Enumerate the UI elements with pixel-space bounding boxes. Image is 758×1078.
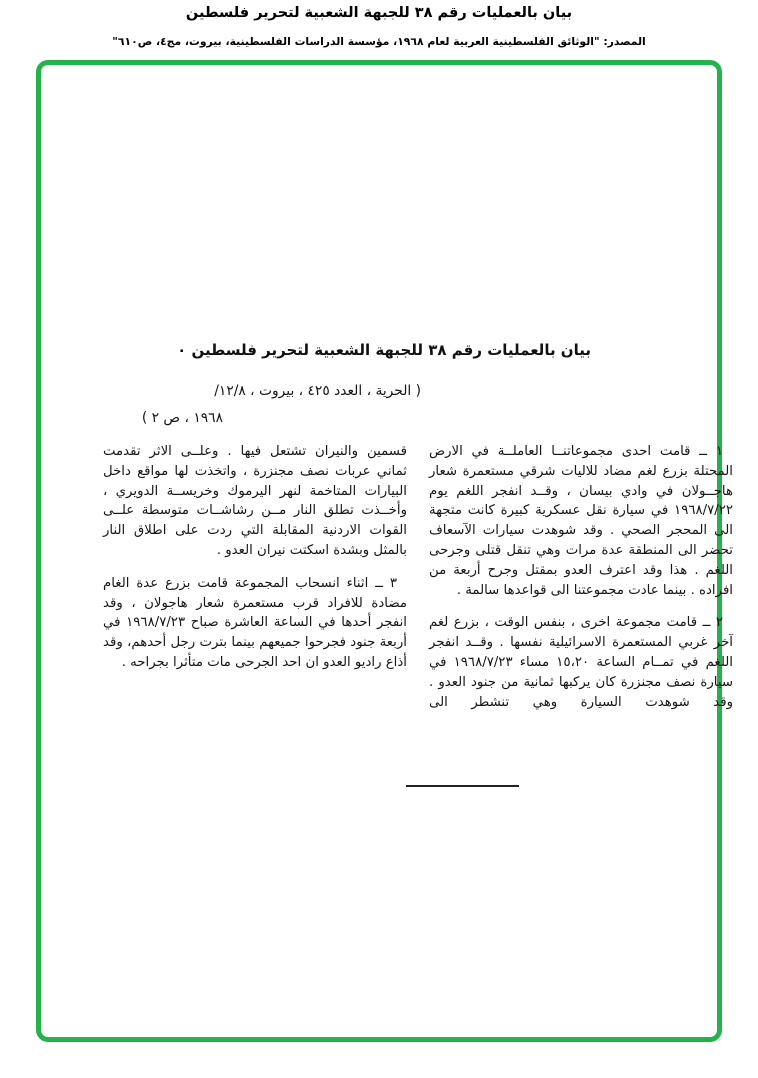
citation-line-1: ( الحرية ، العدد ٤٢٥ ، بيروت ، ١٢/٨/	[214, 383, 421, 399]
text-column-right	[429, 442, 733, 712]
paragraph-2-continuation: قسمين والنيران تشتعل فيها . وعلــى الاثر تقدمت ثماني عربات نصف مجنزرة ، واتخذت لها مواقع داخل البيارات المتاخمة لنهر اليرموك وخريســة الدويري ، وأخــذت تطلق النار مــن رشاشــات متوسطة علــى القوات الاردنية المقابلة التي ردت على اطلاق النار بالمثل وبشدة اسكتت نيران العدو .	[103, 444, 407, 558]
paragraph-3: ٣ ــ اثناء انسحاب المجموعة قامت بزرع عدة الغام مضادة للافراد قرب مستعمرة شعار هاجولان ، وقد انفجر أحدها في الساعة العاشرة صباح ١٩٦٨/٧/٢٣ في أربعة جنود فجرحوا جميعهم بينما بترت رجل أحدهم، وقد أذاع راديو العدو ان احد الجرحى مات متأثرا بجراحه .	[103, 575, 407, 670]
citation-line-2: ١٩٦٨ ، ص ٢ )	[141, 410, 223, 426]
document-title: بيان بالعمليات رقم ٣٨ للجبهة الشعبية لتحرير فلسطين ٠	[177, 341, 591, 359]
document-citation	[111, 378, 421, 432]
text-column-left	[103, 442, 407, 673]
page-header-source: المصدر: "الوثائق الفلسطينية العربية لعام ١٩٦٨، مؤسسة الدراسات الفلسطينية، بيروت، مج٤، ص٦١٠"	[112, 35, 646, 48]
page-header-title: بيان بالعمليات رقم ٣٨ للجبهة الشعبية لتحرير فلسطين	[185, 5, 573, 21]
paragraph-1: ١ ــ قامت احدى مجموعاتنــا العاملــة في الارض المحتلة بزرع لغم مضاد للاليات شرقي مستعمرة شعار هاجــولان في وادي بيسان ، وقــد انفجر اللغم يوم ١٩٦٨/٧/٢٢ في سيارة نقل عسكرية كبيرة كانت متجهة الى المحجر الصحي . وقد شوهدت سيارات الآسعاف تحضر الى المنطقة عدة مرات وهي تنقل قتلى وجرحى اللغم . هذا وقد اعترف العدو بمقتل وجرح أربعة من افراده . بينما عادت مجموعتنا الى قواعدها سالمة .	[429, 444, 733, 598]
document-frame	[36, 60, 733, 1042]
divider-line	[406, 785, 519, 787]
paragraph-2: ٢ ــ قامت مجموعة اخرى ، بنفس الوقت ، بزرع لغم آخر غربي المستعمرة الاسرائيلية نفسها . وقــد انفجر اللغم في تمــام الساعة ١٥،٢٠ مساء ١٩٦٨/٧/٢٣ في سيارة نصف مجنزرة كان يركبها ثمانية من جنود العدو . وقد شوهدت السيارة وهي تنشطر الى	[429, 615, 733, 710]
